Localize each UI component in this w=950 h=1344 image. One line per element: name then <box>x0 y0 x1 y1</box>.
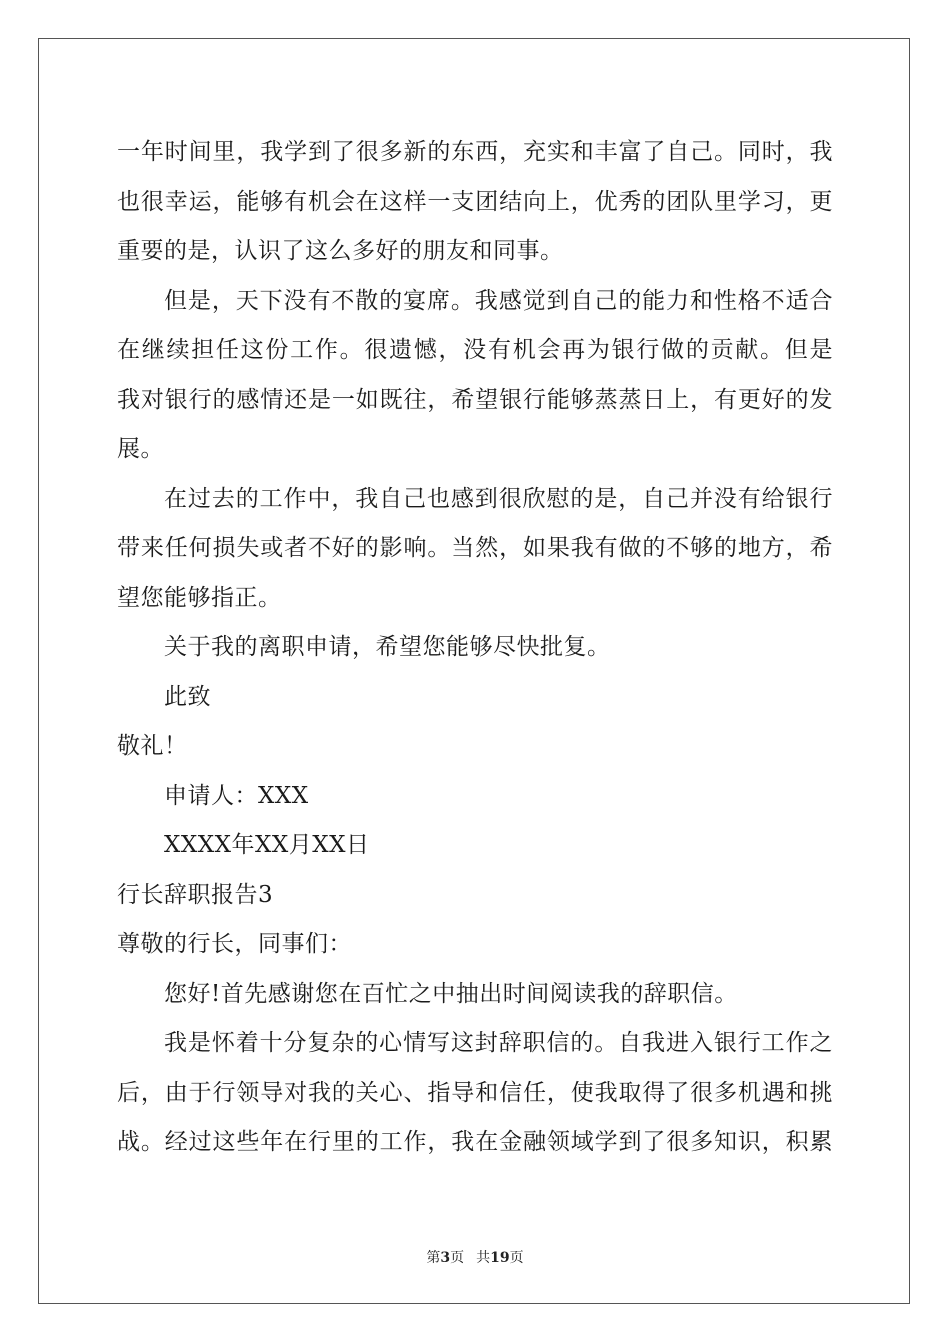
text-line: 望您能够指正。 <box>117 584 282 611</box>
page-footer <box>0 1247 950 1267</box>
text-line: 尊敬的行长，同事们： <box>117 931 352 957</box>
footer-page-total: 19 <box>490 1250 510 1266</box>
footer-page-prefix: 第 <box>426 1250 441 1266</box>
text-line: 后，由于行领导对我的关心、指导和信任，使我取得了很多机遇和挑 <box>117 1079 833 1106</box>
text-line: 您好!首先感谢您在百忙之中抽出时间阅读我的辞职信。 <box>164 980 738 1007</box>
text-line: 申请人：XXX <box>164 782 309 809</box>
text-line: 战。经过这些年在行里的工作，我在金融领域学到了很多知识，积累 <box>117 1129 833 1155</box>
footer-page-current: 3 <box>440 1250 451 1266</box>
document-body <box>117 128 833 1168</box>
text-line: 敬礼！ <box>117 733 188 759</box>
text-line: XXXX年XX月XX日 <box>164 832 370 858</box>
text-line: 但是，天下没有不散的宴席。我感觉到自己的能力和性格不适合 <box>164 287 833 314</box>
text-line: 行长辞职报告3 <box>117 881 274 908</box>
text-line: 一年时间里，我学到了很多新的东西，充实和丰富了自己。同时，我 <box>117 139 833 165</box>
footer-total-unit: 页 <box>509 1250 524 1266</box>
text-line: 也很幸运，能够有机会在这样一支团结向上，优秀的团队里学习，更 <box>117 188 833 215</box>
text-line: 我是怀着十分复杂的心情写这封辞职信的。自我进入银行工作之 <box>164 1030 833 1056</box>
text-line: 带来任何损失或者不好的影响。当然，如果我有做的不够的地方，希 <box>117 535 833 561</box>
text-line: 在继续担任这份工作。很遗憾，没有机会再为银行做的贡献。但是 <box>117 337 833 363</box>
text-line: 此致 <box>164 683 211 710</box>
footer-total-prefix: 共 <box>476 1250 491 1266</box>
text-line: 重要的是，认识了这么多好的朋友和同事。 <box>117 238 564 264</box>
text-line: 在过去的工作中，我自己也感到很欣慰的是，自己并没有给银行 <box>164 485 833 512</box>
footer-page-unit: 页 <box>450 1250 465 1266</box>
text-line: 关于我的离职申请，希望您能够尽快批复。 <box>164 634 611 660</box>
text-line: 我对银行的感情还是一如既往，希望银行能够蒸蒸日上，有更好的发 <box>117 386 833 413</box>
text-line: 展。 <box>117 436 164 462</box>
